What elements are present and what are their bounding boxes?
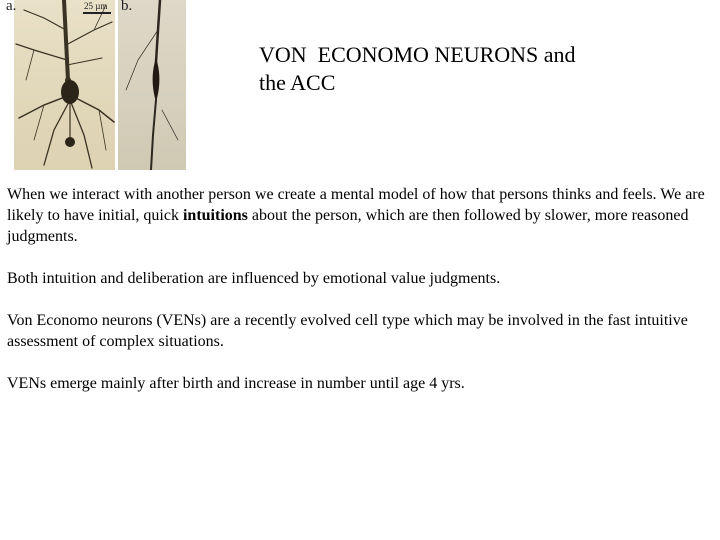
paragraph-1-text-end: about the person, which are then followed by slower, more reasoned judgments. (7, 207, 689, 245)
paragraph-mental-model (7, 184, 715, 247)
scale-label: 25 µm (84, 1, 108, 11)
pyramidal-neuron-image (14, 0, 115, 170)
slide-title (259, 41, 576, 97)
title-line-1: VON ECONOMO NEURONS and (259, 42, 576, 67)
neuron-micrograph-figure (14, 0, 186, 170)
paragraph-intuition-deliberation: Both intuition and deliberation are influenced by emotional value judgments. (7, 270, 501, 287)
slide-body (7, 184, 715, 394)
bold-intuitions: intuitions (182, 207, 248, 224)
panel-label-a: a. (6, 0, 17, 14)
von-economo-neuron-image (118, 0, 186, 170)
paragraph-1-text-start: When we interact with another person we create a mental model of how that persons thinks and feels. We are likely to have initial, quick (7, 186, 705, 224)
paragraph-vens-definition: Von Economo neurons (VENs) are a recently evolved cell type which may be involved in the fast intuitive assessment of complex situations. (7, 312, 688, 350)
panel-label-b: b. (121, 0, 133, 14)
title-line-2: the ACC (259, 70, 336, 95)
paragraph-vens-development: VENs emerge mainly after birth and increase in number until age 4 yrs. (7, 375, 465, 392)
scale-bar (83, 12, 111, 14)
